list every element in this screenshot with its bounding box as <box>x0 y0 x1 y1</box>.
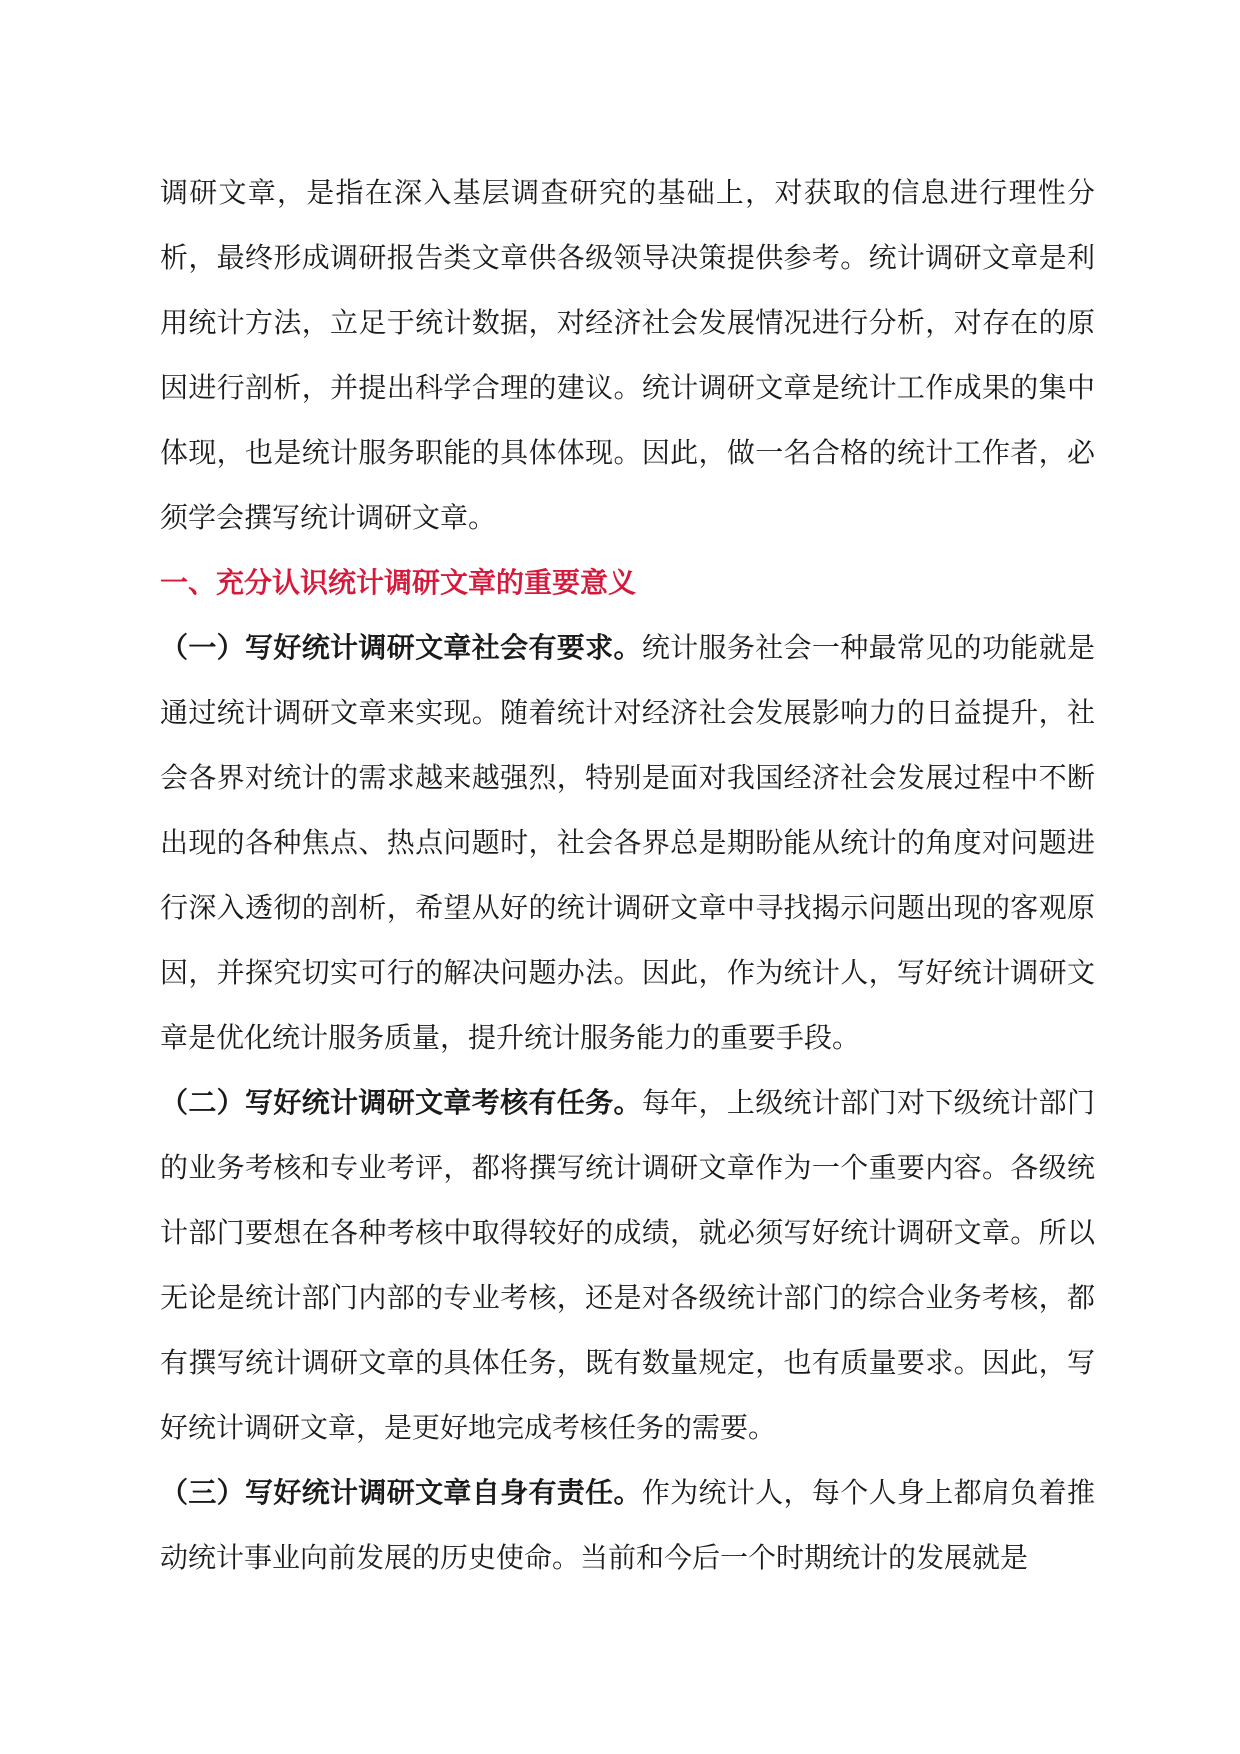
paragraph-3-body: 作为统计人，每个人身上都肩负着推动统计事业向前发展的历史使命。当前和今后一个时期统计的发展就是 <box>160 1476 1095 1574</box>
paragraph-2 <box>160 1070 1095 1460</box>
paragraph-2-lead: （二）写好统计调研文章考核有任务。 <box>160 1086 642 1119</box>
intro-paragraph: 调研文章，是指在深入基层调查研究的基础上，对获取的信息进行理性分析，最终形成调研报告类文章供各级领导决策提供参考。统计调研文章是利用统计方法，立足于统计数据，对经济社会发展情况进行分析，对存在的原因进行剖析，并提出科学合理的建议。统计调研文章是统计工作成果的集中体现，也是统计服务职能的具体体现。因此，做一名合格的统计工作者，必须学会撰写统计调研文章。 <box>160 176 1095 534</box>
paragraph-1-lead: （一）写好统计调研文章社会有要求。 <box>160 631 642 664</box>
paragraph-1-body: 统计服务社会一种最常见的功能就是通过统计调研文章来实现。随着统计对经济社会发展影响力的日益提升，社会各界对统计的需求越来越强烈，特别是面对我国经济社会发展过程中不断出现的各种焦点、热点问题时，社会各界总是期盼能从统计的角度对问题进行深入透彻的剖析，希望从好的统计调研文章中寻找揭示问题出现的客观原因，并探究切实可行的解决问题办法。因此，作为统计人，写好统计调研文章是优化统计服务质量，提升统计服务能力的重要手段。 <box>160 631 1095 1054</box>
paragraph-3 <box>160 1460 1095 1590</box>
paragraph-3-lead: （三）写好统计调研文章自身有责任。 <box>160 1476 642 1509</box>
paragraph-2-body: 每年，上级统计部门对下级统计部门的业务考核和专业考评，都将撰写统计调研文章作为一个重要内容。各级统计部门要想在各种考核中取得较好的成绩，就必须写好统计调研文章。所以无论是统计部门内部的专业考核，还是对各级统计部门的综合业务考核，都有撰写统计调研文章的具体任务，既有数量规定，也有质量要求。因此，写好统计调研文章，是更好地完成考核任务的需要。 <box>160 1086 1095 1444</box>
paragraph-1 <box>160 615 1095 1070</box>
document-page <box>160 160 1095 1590</box>
section-heading: 一、充分认识统计调研文章的重要意义 <box>160 566 637 599</box>
